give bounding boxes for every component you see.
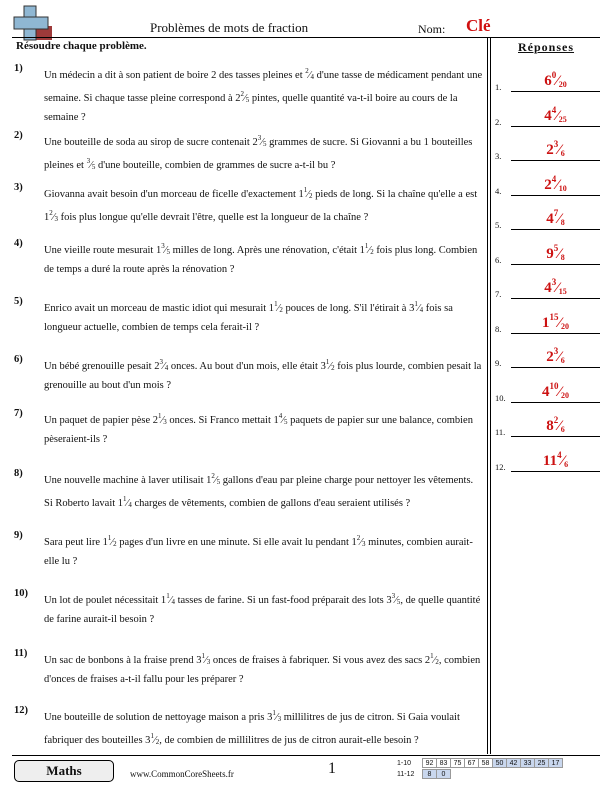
answer-value: $2^4⁄_{10}$: [544, 173, 567, 193]
answer-slot: [495, 379, 600, 403]
answer-number: 12.: [495, 461, 506, 472]
answer-slot: [495, 448, 600, 472]
answer-line: [511, 126, 600, 127]
problem-text: Une bouteille de solution de nettoyage maison a pris $3^1⁄_3$ millilitres de jus de citron. Si Gaia voulait fabriquer des bouteilles $3^1⁄_2$, de combien de millilitres de jus de citron aurait-elle besoin ?: [44, 709, 460, 746]
answer-number: 3.: [495, 151, 502, 161]
footer-divider: [12, 755, 600, 756]
answer-slot: [495, 137, 600, 161]
problem-text: Un bébé grenouille pesait $2^3⁄_4$ onces. Au bout d'un mois, elle était $3^1⁄_2$ fois plus lourde, combien pesait la grenouille au bout d'un mois ?: [44, 358, 482, 391]
answer-value: $4^4⁄_{25}$: [544, 104, 567, 124]
header-divider: [12, 37, 600, 38]
brand-badge: Maths: [14, 760, 114, 782]
answer-line: [511, 367, 600, 368]
problem-number: 9): [14, 530, 23, 541]
answer-value: $2^3⁄_6$: [546, 139, 565, 158]
problem-text: Une nouvelle machine à laver utilisait $1^2⁄_5$ gallons d'eau par pleine charge pour nettoyer les vêtements. Si Roberto lavait $1^1⁄_4$ charges de vêtements, combien de gallons d'eau seraient utilisés ?: [44, 472, 474, 509]
name-value: Clé: [466, 16, 491, 35]
problem-number: 10): [14, 588, 28, 599]
score-row: [397, 769, 563, 780]
score-cell: 75: [450, 758, 465, 768]
answer-number: 1.: [495, 82, 502, 92]
answer-line: [511, 264, 600, 265]
problem-text: Un lot de poulet nécessitait $1^1⁄_4$ tasses de farine. Si un fast-food préparait des lots $3^3⁄_5$, de quelle quantité de farine aurait-il besoin ?: [44, 592, 481, 625]
answer-number: 4.: [495, 185, 502, 196]
answer-slot: [495, 275, 600, 299]
answer-line: [511, 402, 600, 403]
answer-line: [511, 471, 600, 472]
answers-title: Réponses: [518, 40, 575, 54]
answer-slot: [495, 206, 600, 230]
answer-line: [511, 91, 600, 92]
answer-slot: [495, 172, 600, 196]
score-cell: 92: [422, 758, 437, 768]
score-cell: 25: [534, 758, 549, 768]
score-row: [397, 758, 563, 769]
answer-slot: [495, 413, 600, 437]
problem-number: 4): [14, 238, 23, 249]
problem-text: Une bouteille de soda au sirop de sucre contenait $2^3⁄_5$ grammes de sucre. Si Giovanni a bu 1 bouteilles pleines et $^3⁄_5$ d'une bouteille, combien de grammes de sucre a-t-il bu ?: [44, 134, 473, 171]
answer-number: 9.: [495, 358, 502, 368]
answer-line: [511, 160, 600, 161]
answer-line: [511, 229, 600, 230]
answer-number: 11.: [495, 427, 506, 437]
answer-value: $11^4⁄_6$: [542, 449, 569, 469]
problem-number: 12): [14, 705, 28, 716]
problem-number: 11): [14, 648, 28, 659]
problem-text: Giovanna avait besoin d'un morceau de ficelle d'exactement $1^1⁄_2$ pieds de long. Si la chaîne qu'elle a est $1^2⁄_3$ fois plus longue qu'elle devrait l'être, quelle est la longueur de la chaîne ?: [44, 186, 478, 223]
score-range-label: 1-10: [397, 760, 412, 767]
problem-text: Un sac de bonbons à la fraise prend $3^1⁄_3$ onces de fraises à fabriquer. Si vous avez des sacs $2^1⁄_2$, combien d'onces de fraises a-t-il fallu pour les préparer ?: [44, 652, 481, 685]
answer-slot: [495, 103, 600, 127]
answer-line: [511, 333, 600, 334]
name-label: Nom:: [418, 22, 446, 36]
problem-number: 1): [14, 63, 23, 74]
problem-number: 8): [14, 468, 23, 479]
answer-slot: [495, 68, 600, 92]
problem-text: Une vieille route mesurait $1^3⁄_5$ milles de long. Après une rénovation, c'était $1^1⁄_2$ fois plus long. Combien de temps a duré la route après la rénovation ?: [44, 242, 478, 275]
column-divider: [487, 38, 488, 754]
page-title: Problèmes de mots de fraction: [150, 20, 309, 35]
score-range-label: 11-12: [397, 771, 415, 778]
score-cell: 83: [436, 758, 451, 768]
answer-value: $4^{10}⁄_{20}$: [541, 380, 569, 400]
answer-number: 5.: [495, 220, 502, 230]
score-cell: 50: [492, 758, 507, 768]
problem-text: Un médecin a dit à son patient de boire 2 des tasses pleines et $^2⁄_4$ d'une tasse de médicament pendant une semaine. Si chaque tasse pleine correspond à $2^2⁄_5$ pintes, quelle quantité va-t-il boire au cours de la semaine ?: [44, 67, 483, 123]
problem-number: 7): [14, 408, 23, 419]
answer-slot: [495, 310, 600, 334]
footer-url: www.CommonCoreSheets.fr: [130, 769, 234, 779]
score-cell: 67: [464, 758, 479, 768]
problem-number: 6): [14, 354, 23, 365]
answer-value: $2^3⁄_6$: [546, 346, 565, 365]
score-cell: 33: [520, 758, 535, 768]
page-number: 1: [328, 760, 336, 777]
answer-value: $6^0⁄_{20}$: [544, 70, 567, 89]
score-cell: 42: [506, 758, 521, 768]
score-cell: 58: [478, 758, 493, 768]
answer-value: $4^3⁄_{15}$: [544, 277, 567, 296]
answer-number: 6.: [495, 254, 502, 265]
answer-number: 7.: [495, 289, 502, 299]
answer-number: 10.: [495, 392, 506, 403]
score-cell: 17: [548, 758, 563, 768]
answer-value: $4^7⁄_8$: [546, 208, 565, 227]
answer-slot: [495, 241, 600, 265]
score-cell: 0: [436, 769, 451, 779]
answer-value: $8^2⁄_6$: [546, 415, 565, 434]
answer-number: 8.: [495, 323, 502, 334]
answer-slot: [495, 344, 600, 368]
answer-number: 2.: [495, 116, 502, 127]
problem-number: 5): [14, 296, 23, 307]
problem-number: 3): [14, 182, 23, 193]
problem-text: Sara peut lire $1^1⁄_2$ pages d'un livre en une minute. Si elle avait lu pendant $1^2⁄_3$ minutes, combien aurait-elle lu ?: [44, 534, 473, 567]
instructions: Résoudre chaque problème.: [16, 40, 147, 52]
problem-text: Enrico avait un morceau de mastic idiot qui mesurait $1^1⁄_2$ pouces de long. S'il l'étirait à $3^1⁄_4$ fois sa longueur actuelle, combien de temps cela ferait-il ?: [44, 300, 453, 333]
score-table: [397, 758, 563, 780]
answer-line: [511, 298, 600, 299]
answer-line: [511, 436, 600, 437]
problem-number: 2): [14, 130, 23, 141]
answer-line: [511, 195, 600, 196]
answer-value: $1^{15}⁄_{20}$: [541, 311, 569, 331]
score-cell: 8: [422, 769, 437, 779]
problem-text: Un paquet de papier pèse $2^1⁄_3$ onces. Si Franco mettait $1^4⁄_5$ paquets de papier sur une balance, combien pèseraient-ils ?: [44, 412, 473, 445]
column-divider: [490, 38, 491, 754]
answer-value: $9^5⁄_8$: [546, 242, 565, 262]
